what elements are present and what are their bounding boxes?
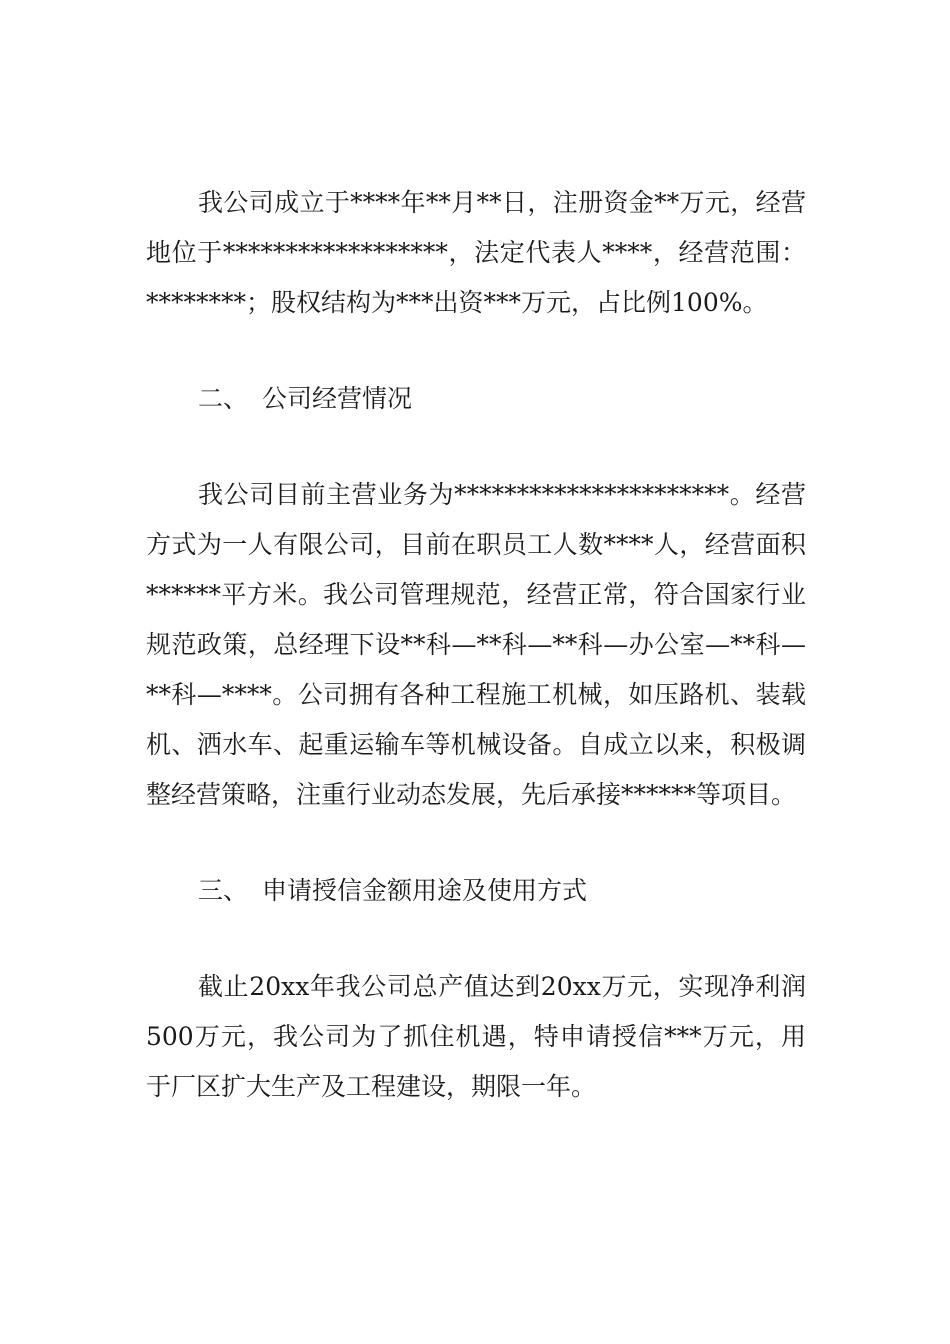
section-heading-credit-application — [146, 866, 806, 916]
spacer — [146, 424, 806, 470]
spacer — [146, 820, 806, 866]
operations-paragraph: 我公司目前主营业务为**********************。经营方式为一人有限公司，目前在职员工人数****人，经营面积******平方米。我公司管理规范，经营正常，符合国家行业规范政策，总经理下设**科—**科—**科—办公室—**科—**科—****。公司拥有各种工程施工机械，如压路机、装载机、洒水车、起重运输车等机械设备。自成立以来，积极调整经营策略，注重行业动态发展，先后承接******等项目。 — [146, 480, 806, 809]
section-number: 三、 — [198, 876, 249, 905]
company-intro-paragraph: 我公司成立于****年**月**日，注册资金**万元，经营地位于******************，法定代表人****，经营范围：********；股权结构为***出资***万元，占比例100%。 — [146, 188, 806, 317]
section-heading-operations — [146, 374, 806, 424]
credit-purpose-paragraph: 截止20xx年我公司总产值达到20xx万元，实现净利润500万元，我公司为了抓住机遇，特申请授信***万元，用于厂区扩大生产及工程建设，期限一年。 — [146, 972, 806, 1101]
section-title: 公司经营情况 — [262, 384, 413, 413]
section-number: 二、 — [198, 384, 249, 413]
section-title: 申请授信金额用途及使用方式 — [262, 876, 588, 905]
spacer — [146, 916, 806, 962]
spacer — [146, 328, 806, 374]
document-body — [146, 178, 806, 1112]
